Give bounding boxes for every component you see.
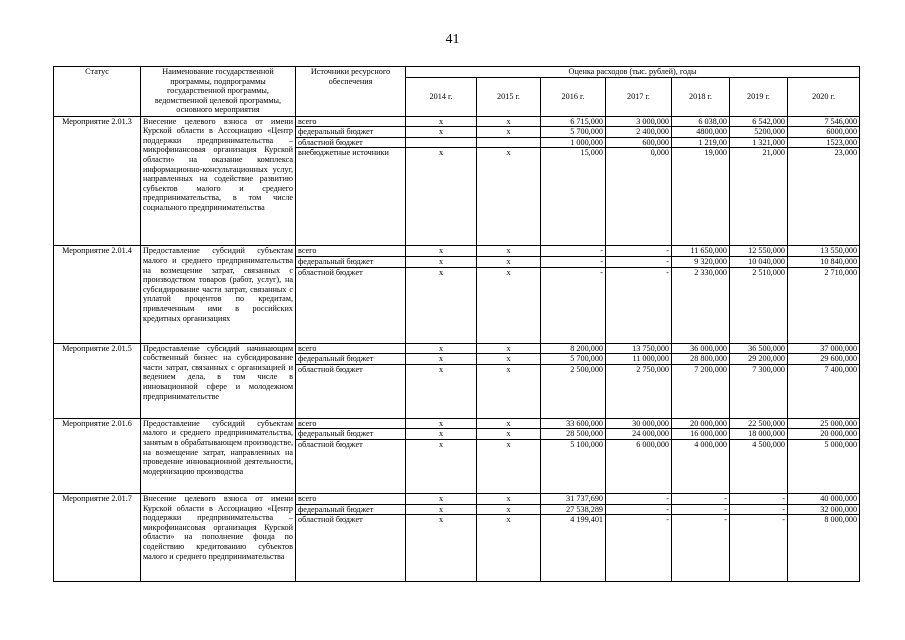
- amount-cell: 8 000,000: [788, 515, 860, 582]
- amount-cell: 27 538,289: [541, 504, 606, 515]
- amount-cell: 13 750,000: [606, 343, 672, 354]
- funding-source: областной бюджет: [296, 137, 406, 148]
- amount-cell: 5 700,000: [541, 127, 606, 138]
- table-row: [54, 343, 860, 354]
- funding-source: федеральный бюджет: [296, 127, 406, 138]
- amount-cell: -: [606, 256, 672, 267]
- funding-source: всего: [296, 493, 406, 504]
- amount-cell: х: [477, 246, 541, 257]
- funding-source: областной бюджет: [296, 515, 406, 582]
- amount-cell: 11 650,000: [672, 246, 730, 257]
- amount-cell: -: [606, 493, 672, 504]
- amount-cell: -: [672, 515, 730, 582]
- amount-cell: х: [406, 504, 477, 515]
- amount-cell: 7 546,000: [788, 116, 860, 127]
- amount-cell: 6 542,000: [730, 116, 788, 127]
- funding-source: всего: [296, 343, 406, 354]
- amount-cell: х: [406, 493, 477, 504]
- amount-cell: 10 840,000: [788, 256, 860, 267]
- funding-source: федеральный бюджет: [296, 256, 406, 267]
- amount-cell: -: [541, 246, 606, 257]
- table-body: [54, 116, 860, 582]
- amount-cell: х: [477, 343, 541, 354]
- amount-cell: 4 199,401: [541, 515, 606, 582]
- header-year: 2014 г.: [406, 77, 477, 116]
- funding-source: областной бюджет: [296, 267, 406, 343]
- amount-cell: 5200,000: [730, 127, 788, 138]
- amount-cell: 7 200,000: [672, 364, 730, 418]
- funding-source: всего: [296, 116, 406, 127]
- header-estimate: Оценка расходов (тыс. рублей), годы: [406, 67, 860, 78]
- amount-cell: х: [477, 354, 541, 365]
- funding-source: областной бюджет: [296, 364, 406, 418]
- amount-cell: 2 750,000: [606, 364, 672, 418]
- measure-name: Предоставление субсидий субъектам малого и среднего предпринимательства, занятым в обрабатывающем производстве, на возмещение затрат, направленных на проведение инновационной деятельности, модернизацию производства: [141, 418, 296, 493]
- amount-cell: [477, 137, 541, 148]
- funding-source: всего: [296, 246, 406, 257]
- amount-cell: х: [477, 439, 541, 493]
- measure-name: Внесение целевого взноса от имени Курской области в Ассоциацию «Центр поддержки предпринимательства – микрофинансовая организация Курской области» на оказание комплекса информационно-консультационных услуг, направленных на содействие развитию субъектов малого и среднего предпринимательства, в том числе социального предпринимательства: [141, 116, 296, 246]
- amount-cell: 5 700,000: [541, 354, 606, 365]
- amount-cell: -: [541, 267, 606, 343]
- amount-cell: 7 400,000: [788, 364, 860, 418]
- amount-cell: х: [477, 116, 541, 127]
- amount-cell: 15,000: [541, 148, 606, 246]
- amount-cell: 29 200,000: [730, 354, 788, 365]
- amount-cell: 4 000,000: [672, 439, 730, 493]
- amount-cell: х: [406, 267, 477, 343]
- amount-cell: 2 710,000: [788, 267, 860, 343]
- amount-cell: 31 737,690: [541, 493, 606, 504]
- amount-cell: -: [672, 493, 730, 504]
- amount-cell: 2 400,000: [606, 127, 672, 138]
- measure-status: Мероприятие 2.01.4: [54, 246, 141, 343]
- amount-cell: 4 500,000: [730, 439, 788, 493]
- header-sources: Источники ресурсного обеспечения: [296, 67, 406, 117]
- amount-cell: х: [477, 493, 541, 504]
- budget-table: [53, 66, 860, 582]
- amount-cell: х: [406, 256, 477, 267]
- funding-source: федеральный бюджет: [296, 354, 406, 365]
- amount-cell: 28 500,000: [541, 429, 606, 440]
- amount-cell: х: [406, 364, 477, 418]
- amount-cell: х: [406, 343, 477, 354]
- amount-cell: 21,000: [730, 148, 788, 246]
- funding-source: федеральный бюджет: [296, 429, 406, 440]
- amount-cell: 6 000,000: [606, 439, 672, 493]
- amount-cell: 2 510,000: [730, 267, 788, 343]
- amount-cell: х: [406, 515, 477, 582]
- amount-cell: 4800,000: [672, 127, 730, 138]
- header-name: Наименование государственной программы, подпрограммы государственной программы, ведомственной целевой программы, основного мероприятия: [141, 67, 296, 117]
- amount-cell: 5 000,000: [788, 439, 860, 493]
- amount-cell: х: [406, 148, 477, 246]
- amount-cell: 600,000: [606, 137, 672, 148]
- amount-cell: 3 000,000: [606, 116, 672, 127]
- funding-source: всего: [296, 418, 406, 429]
- amount-cell: 8 200,000: [541, 343, 606, 354]
- amount-cell: 24 000,000: [606, 429, 672, 440]
- header-status: Статус: [54, 67, 141, 117]
- amount-cell: х: [406, 246, 477, 257]
- amount-cell: -: [541, 256, 606, 267]
- amount-cell: х: [477, 267, 541, 343]
- amount-cell: х: [406, 429, 477, 440]
- table-row: [54, 116, 860, 127]
- amount-cell: 28 800,000: [672, 354, 730, 365]
- header-year: 2016 г.: [541, 77, 606, 116]
- amount-cell: 29 600,000: [788, 354, 860, 365]
- amount-cell: 12 550,000: [730, 246, 788, 257]
- table-row: [54, 246, 860, 257]
- amount-cell: х: [477, 515, 541, 582]
- amount-cell: 23,000: [788, 148, 860, 246]
- amount-cell: 0,000: [606, 148, 672, 246]
- amount-cell: 13 550,000: [788, 246, 860, 257]
- measure-name: Внесение целевого взноса от имени Курской области в Ассоциацию «Центр поддержки предпринимательства – микрофинансовая организация Курской области» на пополнение фонда по содействию кредитованию субъектов малого и среднего предпринимательства: [141, 493, 296, 581]
- amount-cell: 6 715,000: [541, 116, 606, 127]
- table-row: [54, 418, 860, 429]
- amount-cell: [406, 137, 477, 148]
- amount-cell: 1 321,000: [730, 137, 788, 148]
- amount-cell: 37 000,000: [788, 343, 860, 354]
- header-year: 2018 г.: [672, 77, 730, 116]
- header-year: 2020 г.: [788, 77, 860, 116]
- header-year: 2019 г.: [730, 77, 788, 116]
- amount-cell: 7 300,000: [730, 364, 788, 418]
- table-row: [54, 493, 860, 504]
- amount-cell: 9 320,000: [672, 256, 730, 267]
- amount-cell: 1 219,00: [672, 137, 730, 148]
- amount-cell: 36 500,000: [730, 343, 788, 354]
- amount-cell: -: [730, 504, 788, 515]
- amount-cell: -: [606, 246, 672, 257]
- measure-status: Мероприятие 2.01.3: [54, 116, 141, 246]
- amount-cell: 10 040,000: [730, 256, 788, 267]
- measure-status: Мероприятие 2.01.6: [54, 418, 141, 493]
- measure-status: Мероприятие 2.01.7: [54, 493, 141, 581]
- header-year: 2017 г.: [606, 77, 672, 116]
- amount-cell: х: [406, 418, 477, 429]
- amount-cell: -: [730, 515, 788, 582]
- amount-cell: 2 500,000: [541, 364, 606, 418]
- amount-cell: х: [406, 439, 477, 493]
- measure-name: Предоставление субсидий начинающим собственный бизнес на субсидирование части затрат, связанных с организацией и ведением дела, в том числе в инновационной сфере и молодежном предпринимательстве: [141, 343, 296, 418]
- amount-cell: х: [477, 256, 541, 267]
- measure-name: Предоставление субсидий субъектам малого и среднего предпринимательства на возмещение затрат, связанных с производством товаров (работ, услуг), на субсидирование части затрат, связанных с уплатой процентов по кредитам, привлеченным ими в российских кредитных организациях: [141, 246, 296, 343]
- amount-cell: 33 600,000: [541, 418, 606, 429]
- amount-cell: 5 100,000: [541, 439, 606, 493]
- amount-cell: 30 000,000: [606, 418, 672, 429]
- page-number: 41: [445, 32, 460, 47]
- amount-cell: 1 000,000: [541, 137, 606, 148]
- amount-cell: -: [606, 504, 672, 515]
- amount-cell: 40 000,000: [788, 493, 860, 504]
- amount-cell: 6 038,00: [672, 116, 730, 127]
- funding-source: областной бюджет: [296, 439, 406, 493]
- funding-source: внебюджетные источники: [296, 148, 406, 246]
- amount-cell: 36 000,000: [672, 343, 730, 354]
- amount-cell: 19,000: [672, 148, 730, 246]
- amount-cell: х: [477, 429, 541, 440]
- amount-cell: -: [672, 504, 730, 515]
- amount-cell: 20 000,000: [788, 429, 860, 440]
- amount-cell: х: [477, 148, 541, 246]
- amount-cell: -: [606, 267, 672, 343]
- measure-status: Мероприятие 2.01.5: [54, 343, 141, 418]
- amount-cell: -: [730, 493, 788, 504]
- amount-cell: -: [606, 515, 672, 582]
- amount-cell: 16 000,000: [672, 429, 730, 440]
- amount-cell: 18 000,000: [730, 429, 788, 440]
- amount-cell: х: [406, 354, 477, 365]
- amount-cell: 2 330,000: [672, 267, 730, 343]
- amount-cell: х: [477, 364, 541, 418]
- amount-cell: 25 000,000: [788, 418, 860, 429]
- amount-cell: 6000,000: [788, 127, 860, 138]
- header-year: 2015 г.: [477, 77, 541, 116]
- amount-cell: х: [406, 116, 477, 127]
- amount-cell: х: [477, 127, 541, 138]
- amount-cell: 32 000,000: [788, 504, 860, 515]
- amount-cell: 11 000,000: [606, 354, 672, 365]
- funding-source: федеральный бюджет: [296, 504, 406, 515]
- amount-cell: х: [477, 418, 541, 429]
- amount-cell: 1523,000: [788, 137, 860, 148]
- amount-cell: х: [406, 127, 477, 138]
- amount-cell: х: [477, 504, 541, 515]
- amount-cell: 22 500,000: [730, 418, 788, 429]
- amount-cell: 20 000,000: [672, 418, 730, 429]
